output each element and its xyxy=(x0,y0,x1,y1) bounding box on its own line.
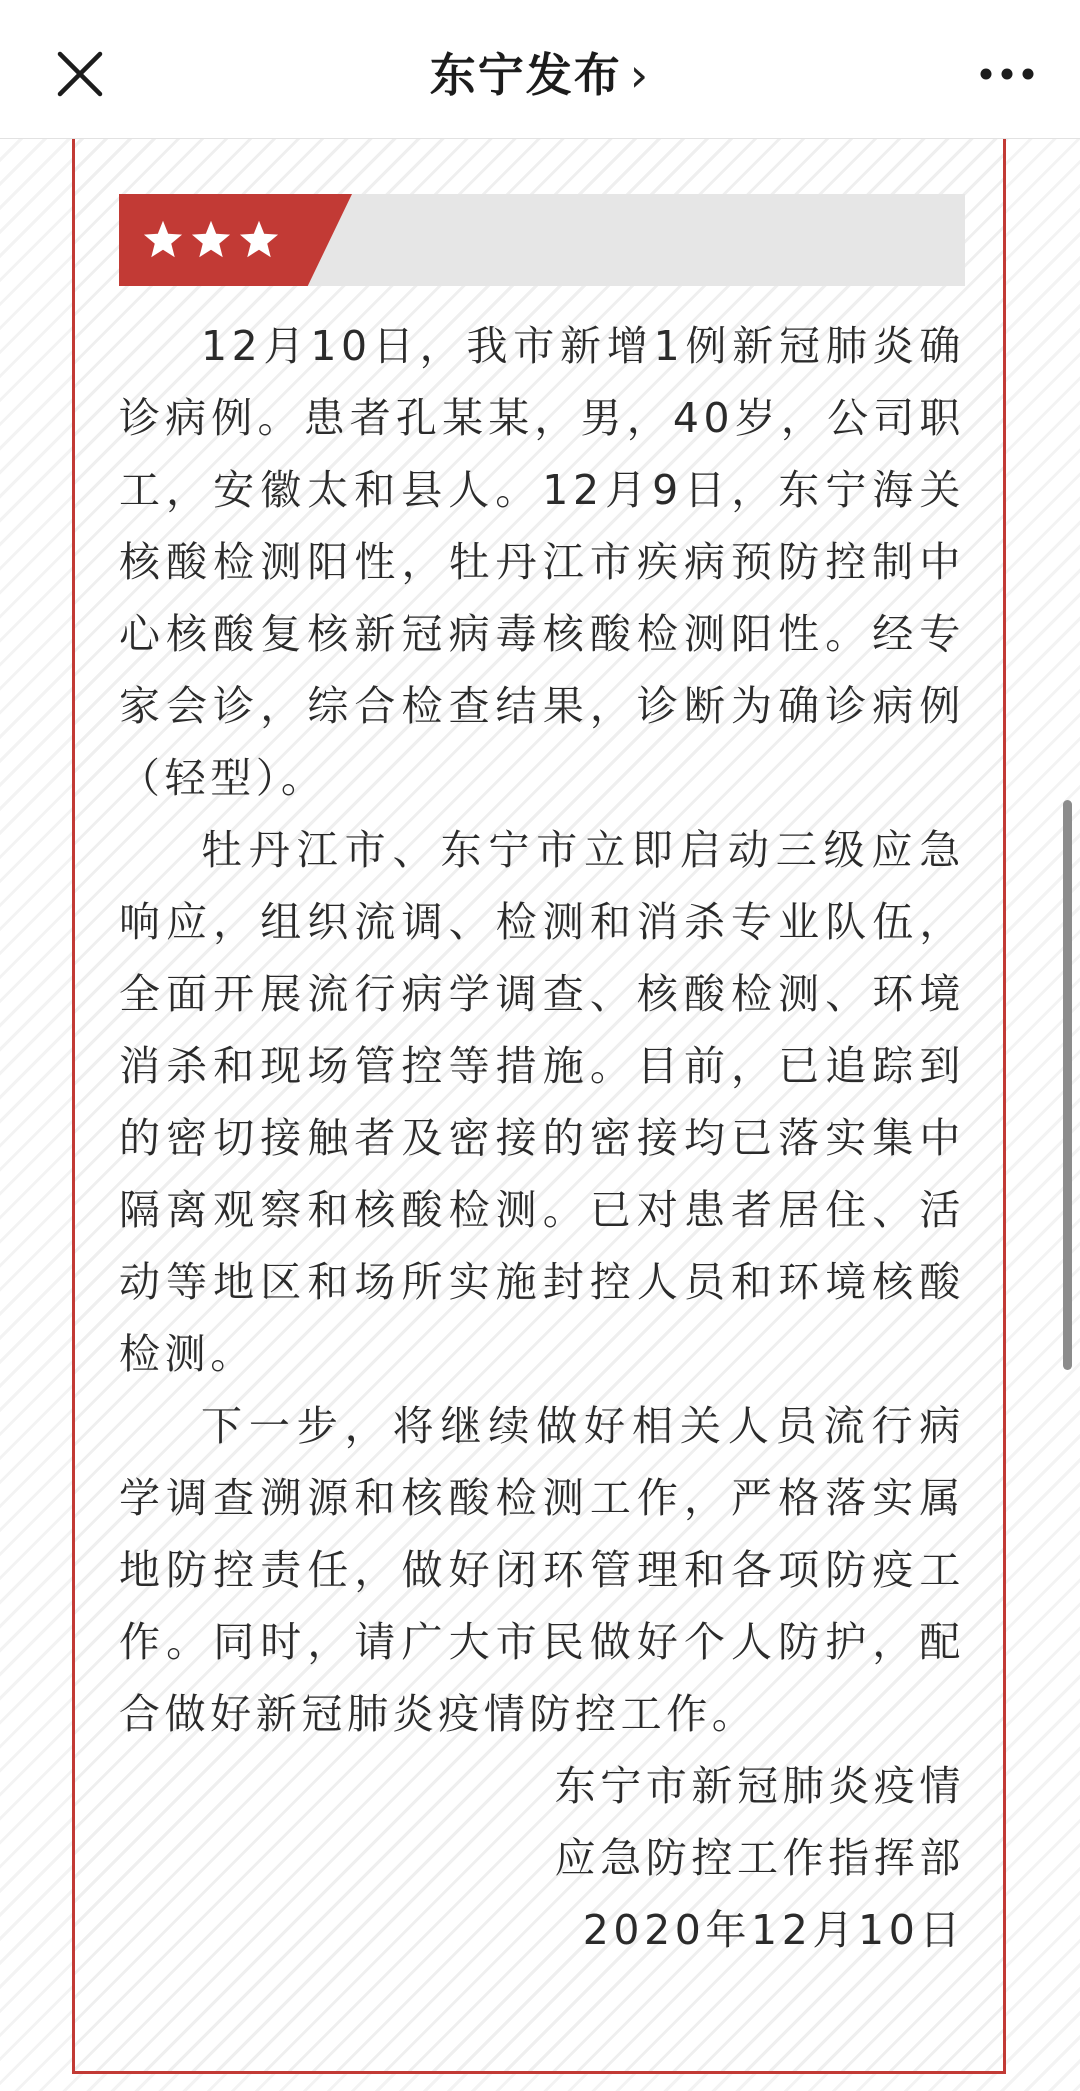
signature-date: 2020年12月10日 xyxy=(582,1906,965,1954)
more-button[interactable] xyxy=(972,54,1042,94)
chevron-right-icon: › xyxy=(629,48,651,102)
signature-org-line-2: 应急防控工作指挥部 xyxy=(554,1834,965,1882)
banner-stars xyxy=(141,208,281,272)
star-icon xyxy=(141,218,185,262)
account-title xyxy=(0,40,1080,110)
star-icon xyxy=(237,218,281,262)
account-name-link[interactable] xyxy=(430,48,650,102)
star-icon xyxy=(189,218,233,262)
more-icon xyxy=(972,54,1042,94)
article-paragraph: 12月10日，我市新增1例新冠肺炎确诊病例。患者孔某某，男，40岁，公司职工，安徽太和县人。12月9日，东宁海关核酸检测阳性，牡丹江市疾病预防控制中心核酸复核新冠病毒核酸检测阳性。经专家会诊，综合检查结果，诊断为确诊病例（轻型）。 xyxy=(119,322,965,802)
article-body xyxy=(119,310,965,1966)
article-frame xyxy=(72,100,1006,2074)
top-navbar xyxy=(0,0,1080,139)
article-paragraph: 下一步，将继续做好相关人员流行病学调查溯源和核酸检测工作，严格落实属地防控责任，做好闭环管理和各项防疫工作。同时，请广大市民做好个人防护，配合做好新冠肺炎疫情防控工作。 xyxy=(119,1402,965,1738)
signature-org-line-1: 东宁市新冠肺炎疫情 xyxy=(554,1762,965,1810)
account-name: 东宁发布 xyxy=(429,48,622,102)
star-banner xyxy=(119,194,965,286)
article-paragraph: 牡丹江市、东宁市立即启动三级应急响应，组织流调、检测和消杀专业队伍，全面开展流行病学调查、核酸检测、环境消杀和现场管控等措施。目前，已追踪到的密切接触者及密接的密接均已落实集中隔离观察和核酸检测。已对患者居住、活动等地区和场所实施封控人员和环境核酸检测。 xyxy=(119,826,965,1378)
scrollbar-thumb[interactable] xyxy=(1063,800,1072,1370)
